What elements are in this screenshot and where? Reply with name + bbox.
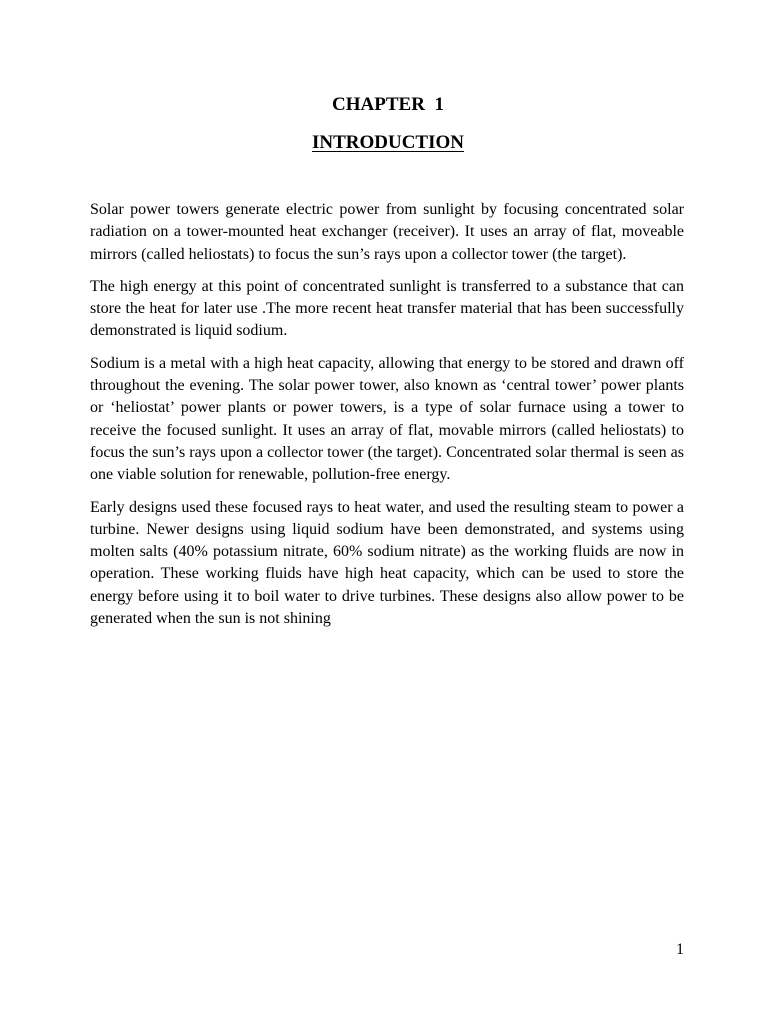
section-title: INTRODUCTION [311,132,465,153]
body-text [90,199,684,640]
chapter-heading: CHAPTER 1 [332,94,444,115]
paragraph: The high energy at this point of concentrated sunlight is transferred to a substance that can store the heat for later use .The more recent heat transfer material that has been successfully demonstrated is liquid sodium. [90,277,684,340]
paragraph: Early designs used these focused rays to heat water, and used the resulting steam to power a turbine. Newer designs using liquid sodium have been demonstrated, and systems using molten salts (40% potassium nitrate, 60% sodium nitrate) as the working fluids are now in operation. These working fluids have high heat capacity, which can be used to store the energy before using it to boil water to drive turbines. These designs also allow power to be generated when the sun is not shining [90,498,684,628]
paragraph: Solar power towers generate electric power from sunlight by focusing concentrated solar radiation on a tower-mounted heat exchanger (receiver). It uses an array of flat, moveable mirrors (called heliostats) to focus the sun’s rays upon a collector tower (the target). [90,201,684,263]
paragraph: Sodium is a metal with a high heat capacity, allowing that energy to be stored and drawn off throughout the evening. The solar power tower, also known as ‘central tower’ power plants or ‘heliostat’ power plants or power towers, is a type of solar furnace using a tower to receive the focused sunlight. It uses an array of flat, movable mirrors (called heliostats) to focus the sun’s rays upon a collector tower (the target). Concentrated solar thermal is seen as one viable solution for renewable, pollution-free energy. [90,354,684,484]
page-number: 1 [676,941,684,958]
